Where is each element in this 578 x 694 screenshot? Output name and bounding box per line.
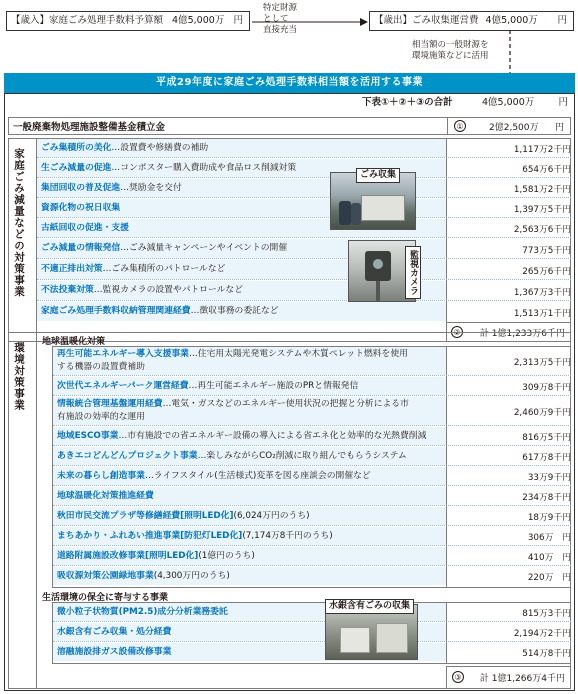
row-title: 不適正排出対策 [41, 264, 103, 274]
row-title: ごみ減量の情報発信 [41, 243, 121, 253]
row-title: 溶融施設排ガス設備改修事業 [57, 647, 172, 657]
row-divider [53, 485, 571, 486]
general-note-line2: 環境施策などに活用 [412, 51, 489, 61]
page-title-banner: 平成29年度に家庭ごみ処理手数料相当額を活用する事業 [4, 73, 575, 93]
row-amount: 1,367万3千円 [513, 287, 571, 298]
row-amount: 2,313万5千円 [513, 358, 571, 368]
summary-amount: 4億5,000万 [482, 97, 535, 108]
table-row [57, 467, 442, 485]
section2-sub2-heading: 生活環境の保全に寄与する事業 [42, 593, 169, 603]
summary-label: 下表①＋②＋③の合計 [362, 97, 453, 108]
row-description: …徴収事務の委託など [190, 306, 279, 316]
table-row [57, 527, 442, 545]
row-title: 集団回収の普及促進 [41, 183, 121, 193]
row-title: 次世代エネルギーパーク運営経費 [57, 381, 189, 391]
expense-label: 【歳出】ごみ収集運営費 [374, 15, 479, 26]
row-divider [53, 375, 571, 376]
row-description: …楽しみながらCO₂削減に取り組んでもらうシステム [197, 451, 407, 461]
row-title: 資源化物の祝日収集 [41, 203, 121, 213]
row-title: 秋田市民交流プラザ等修繕経費[照明LED化] [57, 511, 234, 521]
table-row [57, 487, 442, 505]
row-amount: 815万3千円 [522, 609, 571, 619]
row-divider [37, 177, 571, 178]
row-title: 吸収源対策公園緑地事業 [57, 571, 154, 581]
section2-total-circle: ③ [452, 671, 464, 683]
row-amount: 2,460万9千円 [513, 408, 571, 418]
table-row [57, 507, 442, 525]
row-description: …ライフスタイル(生活様式)変革を図る座談会の開催など [144, 471, 371, 481]
section1-total: 計 1億1,233万6千円 [479, 329, 565, 339]
row-title: あきエコどんどんプロジェクト事業 [57, 451, 198, 461]
row-divider [53, 641, 571, 642]
section2-total: 計 1億1,266万4千円 [479, 674, 565, 684]
row-description: …市有施設での省エネルギー設備の導入による省エネ化と効率的な光熱費削減 [118, 431, 427, 441]
transfer-note-line3: 直接充当 [263, 25, 298, 35]
row-divider [37, 237, 571, 238]
row-divider [53, 445, 571, 446]
row-divider [53, 621, 571, 622]
row-amount: 410万 円 [527, 553, 571, 563]
row-divider [53, 425, 571, 426]
row-amount: 1,581万2千円 [513, 185, 571, 195]
row-title: 微小粒子状物質(PM2.5)成分分析業務委託 [57, 607, 228, 617]
expense-unit: 円 [557, 15, 567, 26]
row-divider [37, 157, 571, 158]
fund-circle: ① [454, 120, 466, 132]
table-row [41, 139, 442, 157]
section1-total-circle: ② [451, 326, 463, 338]
row-title: 水銀含有ごみ収集・処分経費 [57, 627, 172, 637]
revenue-label: 【歳入】家庭ごみ処理手数料予算額 [11, 15, 164, 26]
row-divider [37, 279, 571, 280]
expense-amount: 4億5,000万 [485, 15, 538, 26]
row-description-cont: する機器の設置費補助 [57, 362, 145, 372]
row-amount: 309万8千円 [522, 383, 571, 393]
table-row [57, 377, 442, 395]
row-divider [53, 525, 571, 526]
row-title: 再生可能エネルギー導入支援事業 [57, 349, 189, 359]
transfer-note-line1: 特定財源 [263, 3, 298, 13]
section1-vertical-label: 家庭ごみ減量などの対策事業 [13, 148, 25, 298]
row-amount: 2,563万6千円 [513, 225, 571, 235]
photo2-caption: 監視カメラ [405, 246, 421, 299]
table-row [57, 547, 442, 565]
table-row [57, 567, 442, 585]
row-divider [37, 300, 571, 301]
row-description: …コンポスター購入費助成や食品ロス削減対策 [111, 163, 297, 173]
table-row [41, 302, 442, 321]
row-divider [37, 197, 571, 198]
row-title: まちあかり・ふれあい推進事業[防犯灯LED化] [57, 531, 243, 541]
row-amount: 1,513万1千円 [513, 308, 571, 319]
row-description: …電気・ガスなどのエネルギー使用状況の把握と分析による市 [162, 399, 409, 409]
fund-row [8, 117, 571, 135]
row-title: 情報統合管理基盤運用経費 [57, 399, 163, 409]
row-amount: 514万8千円 [522, 649, 571, 659]
row-description: (6,024万円のうち) [233, 511, 310, 521]
row-description-cont: 有施設の効率的な運用 [57, 412, 145, 422]
row-amount: 306万 円 [527, 533, 571, 543]
row-title: 古紙回収の促進・支援 [41, 223, 129, 233]
table-row [57, 447, 442, 465]
row-description: …奨励金を交付 [120, 183, 182, 193]
row-divider [37, 258, 571, 259]
row-amount: 1,397万5千円 [513, 205, 571, 215]
photo1-caption: ごみ収集 [356, 168, 400, 183]
row-divider [37, 217, 571, 218]
general-note-line1: 相当額の一般財源を [412, 40, 489, 50]
row-divider [53, 545, 571, 546]
row-description: …監視カメラの設置やパトロールなど [93, 285, 243, 295]
row-description: (7,174万8千円のうち) [242, 531, 333, 541]
row-divider [53, 465, 571, 466]
row-amount: 1,117万2千円 [513, 145, 571, 155]
revenue-amount: 4億5,000万 [172, 15, 225, 26]
expense-box [369, 11, 574, 31]
row-title: 家庭ごみ処理手数料収納管理関連経費 [41, 306, 191, 316]
revenue-unit: 円 [233, 15, 243, 26]
table-row [57, 397, 442, 425]
row-description: …ごみ減量キャンペーンやイベントの開催 [120, 243, 288, 253]
transfer-arrow-icon [250, 12, 370, 32]
row-amount: 654万6千円 [522, 165, 571, 175]
row-divider [53, 395, 571, 396]
row-amount: 773万5千円 [522, 245, 571, 256]
row-amount: 220万 円 [527, 573, 571, 583]
fund-unit: 円 [554, 123, 564, 133]
section2-sub1-heading: 地球温暖化対策 [42, 337, 106, 347]
row-title: 不法投棄対策 [41, 285, 94, 295]
row-amount: 33万9千円 [527, 473, 571, 483]
row-divider [53, 505, 571, 506]
row-description: (4,300万円のうち) [153, 571, 230, 581]
row-title: 生ごみ減量の促進 [41, 163, 112, 173]
section2-vertical-label: 環境対策事業 [13, 342, 25, 411]
summary-unit: 円 [558, 97, 568, 108]
revenue-box [6, 11, 250, 31]
row-title: 地域ESCO事業 [57, 431, 119, 441]
row-amount: 816万5千円 [522, 433, 571, 443]
row-title: 地球温暖化対策推進経費 [57, 491, 154, 501]
photo3-caption: 水銀含有ごみの収集 [325, 599, 414, 614]
row-divider [53, 565, 571, 566]
row-description: …住宅用太陽光発電システムや木質ペレット燃料を使用 [188, 349, 408, 359]
row-title: 未来の暮らし創造事業 [57, 471, 145, 481]
row-amount: 18万9千円 [527, 513, 571, 523]
row-description: …設置費や修繕費の補助 [111, 143, 209, 153]
fund-label: 一般廃棄物処理施設整備基金積立金 [13, 122, 166, 133]
table-row [57, 347, 442, 375]
row-title: ごみ集積所の美化 [41, 143, 112, 153]
row-description: …再生可能エネルギー施設のPRと情報発信 [188, 381, 359, 391]
row-amount: 2,194万2千円 [513, 629, 571, 639]
row-amount: 617万8千円 [522, 453, 571, 463]
table-row [57, 427, 442, 445]
transfer-note-line2: として [263, 14, 289, 24]
row-description: (1億円のうち) [198, 551, 255, 561]
row-description: …ごみ集積所のパトロールなど [102, 264, 226, 274]
section2-total-row [446, 666, 571, 688]
fund-amount: 2億2,500万 [489, 123, 539, 133]
row-amount: 265万6千円 [522, 266, 571, 277]
summary-row [4, 93, 575, 113]
row-amount: 234万8千円 [522, 493, 571, 503]
row-title: 道路附属施設改修事業[照明LED化] [57, 551, 199, 561]
